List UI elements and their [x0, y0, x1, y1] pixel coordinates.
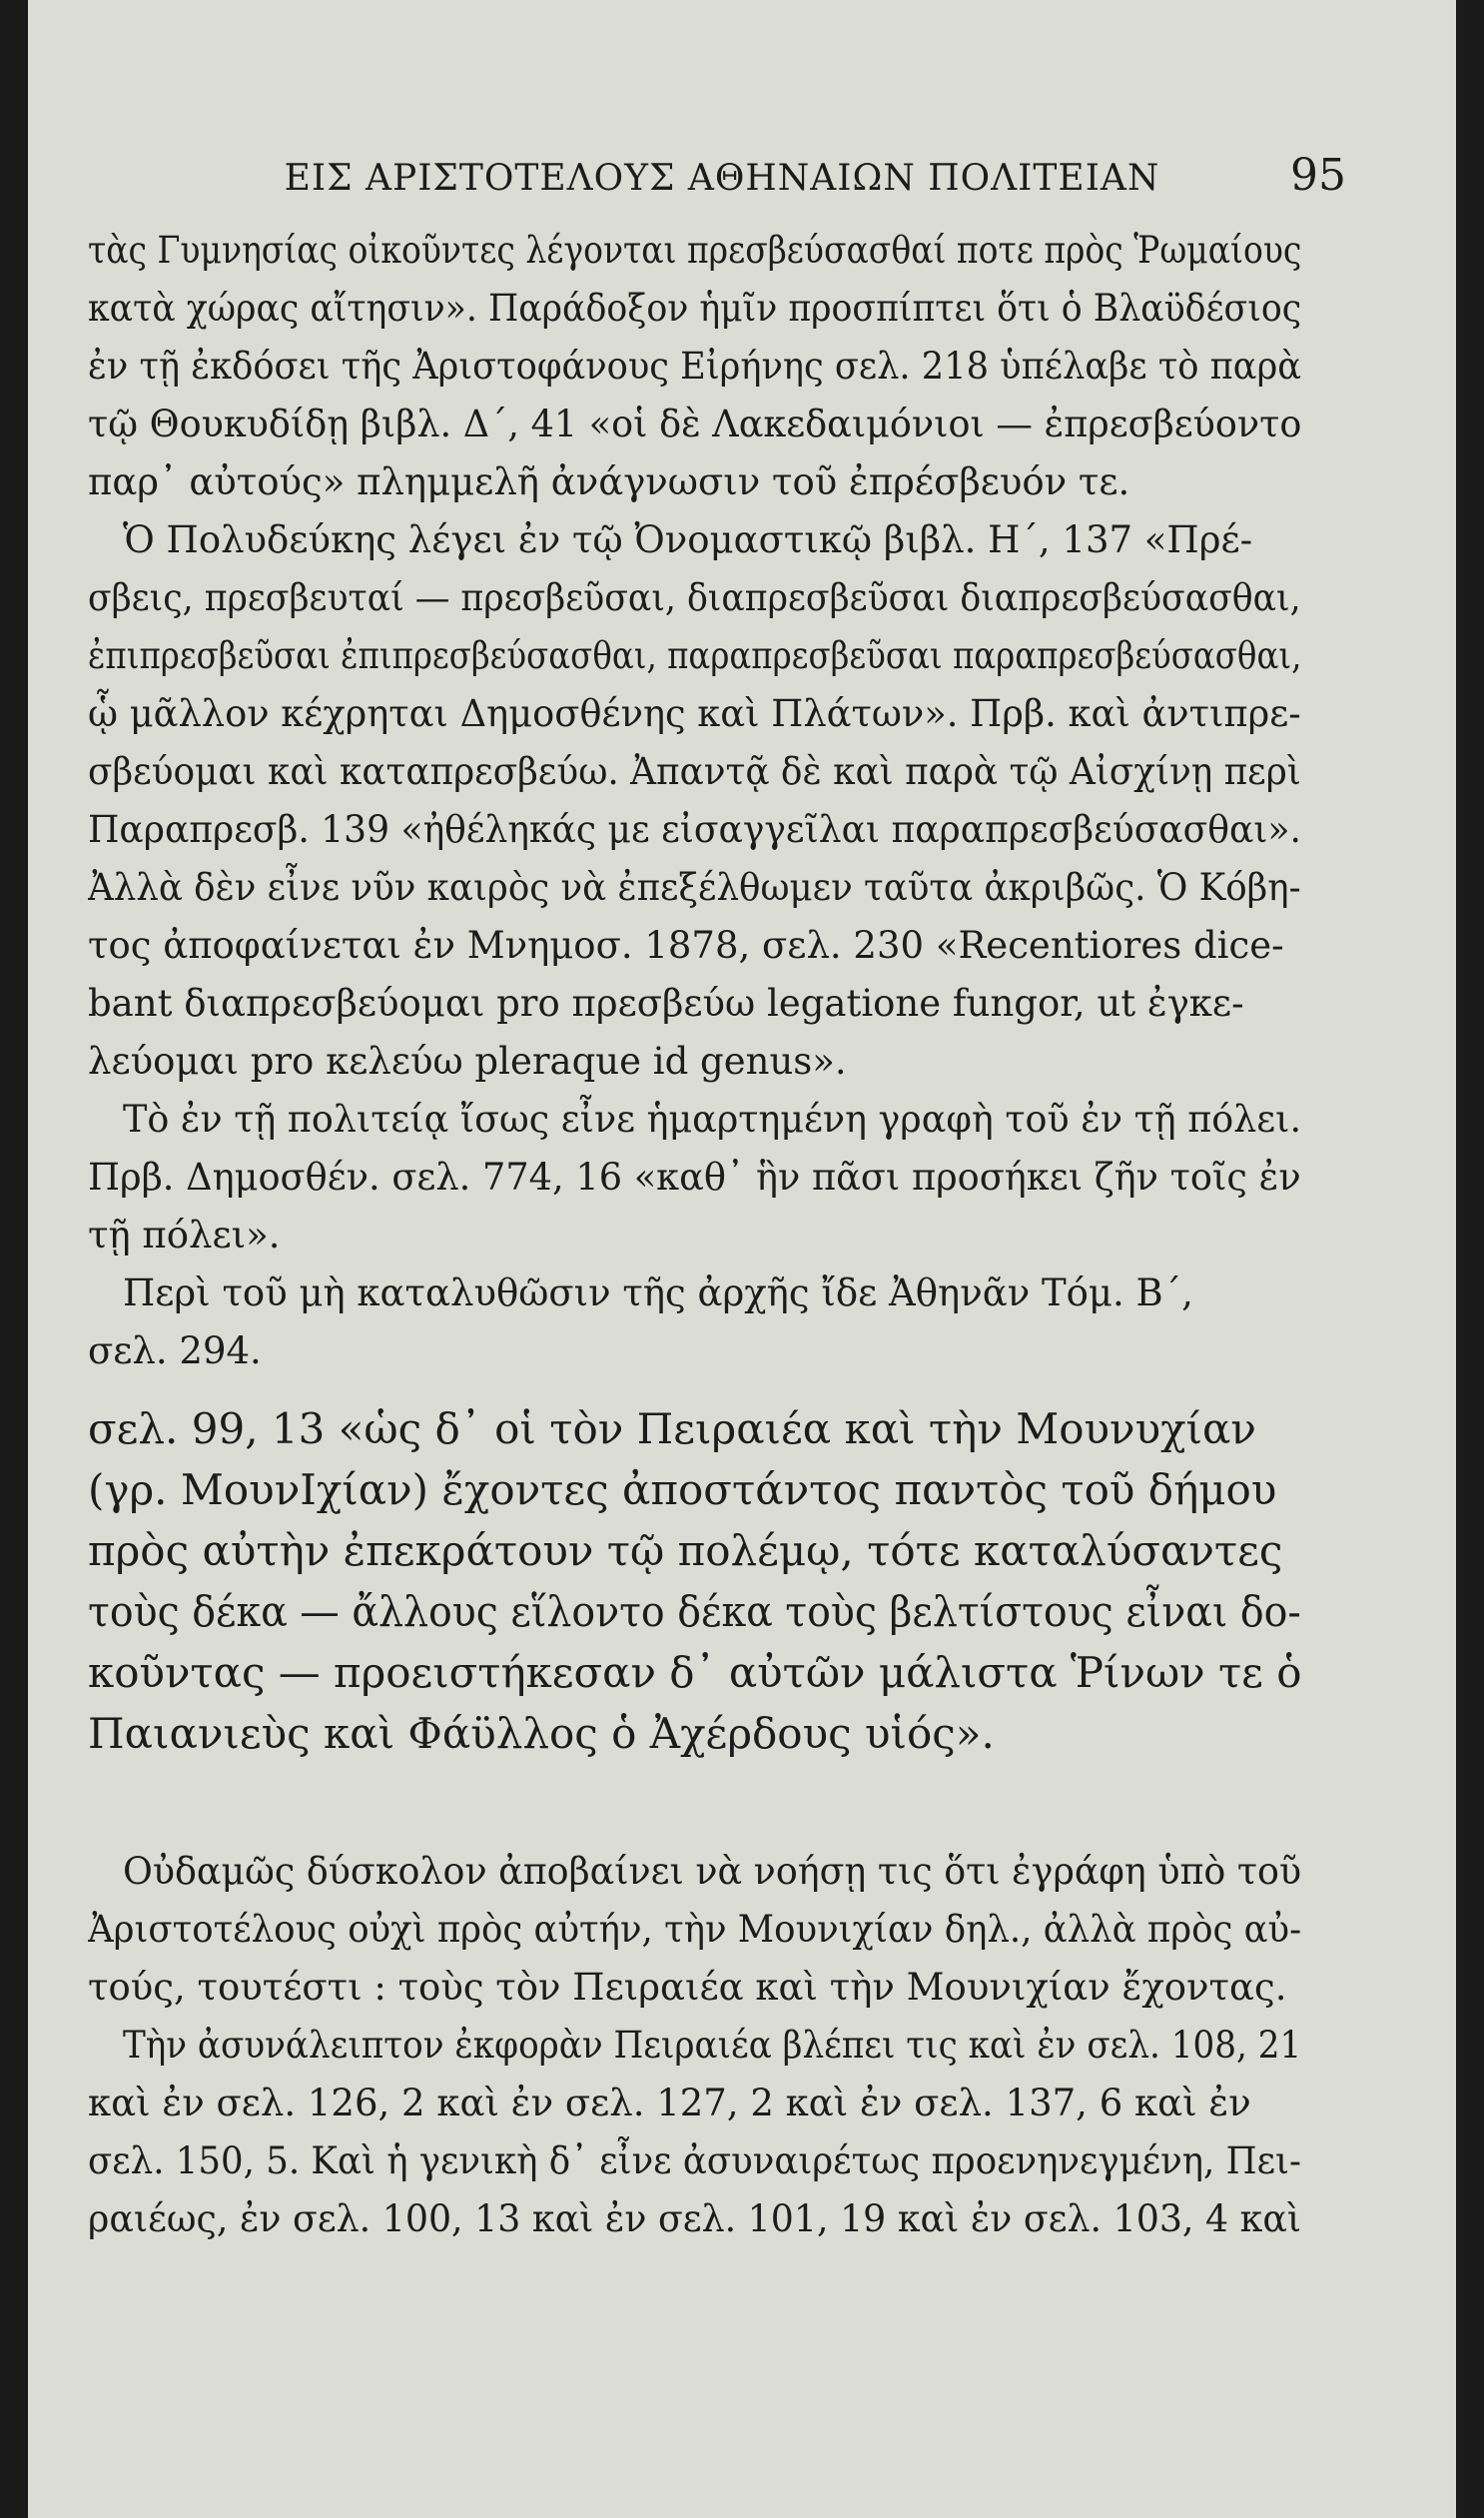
text-line: Ἀριστοτέλους οὐχὶ πρὸς αὐτήν, τὴν Μουνιχίαν δηλ., ἀλλὰ πρὸς αὐ- — [88, 1908, 1301, 1951]
text-line: Πρβ. Δημοσθέν. σελ. 774, 16 «καθ᾿ ἣν πᾶσι προσήκει ζῆν τοῖς ἐν — [88, 1156, 1301, 1199]
text-line: τῇ πόλει». — [88, 1214, 281, 1257]
text-line: λεύομαι pro κελεύω pleraque id genus». — [88, 1040, 847, 1083]
text-line: τούς, τουτέστι : τοὺς τὸν Πειραιέα καὶ τὴν Μουνιχίαν ἔχοντας. — [88, 1966, 1287, 2009]
text-line: Παραπρεσβ. 139 «ἠθέληκάς με εἰσαγγεῖλαι παραπρεσβεύσασθαι». — [88, 808, 1301, 851]
text-line: ἐπιπρεσβεῦσαι ἐπιπρεσβεύσασθαι, παραπρεσβεῦσαι παραπρεσβεύσασθαι, — [88, 634, 1301, 677]
text-line: σβεύομαι καὶ καταπρεσβεύω. Ἀπαντᾷ δὲ καὶ παρὰ τῷ Αἰσχίνῃ περὶ — [88, 750, 1301, 793]
text-line: Παιανιεὺς καὶ Φάϋλλος ὁ Ἀχέρδους υἱός». — [88, 1709, 995, 1758]
text-line: τὰς Γυμνησίας οἰκοῦντες λέγονται πρεσβεύσασθαί ποτε πρὸς Ῥωμαίους — [88, 229, 1301, 272]
text-line: σελ. 150, 5. Καὶ ἡ γενικὴ δ᾿ εἶνε ἀσυναιρέτως προενηνεγμένη, Πει- — [88, 2139, 1301, 2182]
page-header — [28, 150, 1456, 210]
text-line: κατὰ χώρας αἴτησιν». Παράδοξον ἡμῖν προσπίπτει ὅτι ὁ Βλαϋδέσιος — [88, 287, 1301, 330]
text-line: ραιέως, ἐν σελ. 100, 13 καὶ ἐν σελ. 101, 19 καὶ ἐν σελ. 103, 4 καὶ — [88, 2197, 1301, 2240]
text-line: κοῦντας — προειστήκεσαν δ᾿ αὐτῶν μάλιστα Ῥίνων τε ὁ — [88, 1648, 1301, 1697]
text-line: σελ. 294. — [88, 1329, 262, 1372]
text-line: (γρ. ΜουνΙχίαν) ἔχοντες ἀποστάντος παντὸς τοῦ δήμου — [88, 1465, 1277, 1514]
commentary-block-2 — [88, 1843, 1301, 2248]
commentary-block-1 — [88, 222, 1301, 1380]
text-line: τῷ Θουκυδίδῃ βιβλ. Δ΄, 41 «οἱ δὲ Λακεδαιμόνιοι — ἐπρεσβεύοντο — [88, 403, 1301, 445]
text-line: Οὐδαμῶς δύσκολον ἀποβαίνει νὰ νοήσῃ τις ὅτι ἐγράφη ὑπὸ τοῦ — [123, 1850, 1301, 1893]
text-line: καὶ ἐν σελ. 126, 2 καὶ ἐν σελ. 127, 2 καὶ ἐν σελ. 137, 6 καὶ ἐν — [88, 2082, 1251, 2124]
page-number: 95 — [1290, 150, 1346, 201]
running-title: ΕΙΣ ΑΡΙΣΤΟΤΕΛΟΥΣ ΑΘΗΝΑΙΩΝ ΠΟΛΙΤΕΙΑΝ — [284, 158, 1160, 199]
text-line: Περὶ τοῦ μὴ καταλυθῶσιν τῆς ἀρχῆς ἴδε Ἀθηνᾶν Τόμ. Β΄, — [123, 1271, 1193, 1314]
text-line: ᾧ μᾶλλον κέχρηται Δημοσθένης καὶ Πλάτων». Πρβ. καὶ ἀντιπρε- — [88, 692, 1301, 735]
text-line: Τὴν ἀσυνάλειπτον ἐκφορὰν Πειραιέα βλέπει τις καὶ ἐν σελ. 108, 21 — [123, 2024, 1301, 2067]
text-line: ἐν τῇ ἐκδόσει τῆς Ἀριστοφάνους Εἰρήνης σελ. 218 ὑπέλαβε τὸ παρὰ — [88, 345, 1301, 388]
text-line: Τὸ ἐν τῇ πολιτείᾳ ἴσως εἶνε ἡμαρτημένη γραφὴ τοῦ ἐν τῇ πόλει. — [123, 1098, 1301, 1141]
text-line: τοὺς δέκα — ἄλλους εἵλοντο δέκα τοὺς βελτίστους εἶναι δο- — [88, 1587, 1301, 1636]
text-line: πρὸς αὐτὴν ἐπεκράτουν τῷ πολέμῳ, τότε καταλύσαντες — [88, 1526, 1283, 1575]
text-line: παρ᾿ αὐτούς» πλημμελῆ ἀνάγνωσιν τοῦ ἐπρέσβευόν τε. — [88, 460, 1130, 503]
text-line: σελ. 99, 13 «ὡς δ᾿ οἱ τὸν Πειραιέα καὶ τὴν Μουνυχίαν — [88, 1404, 1256, 1453]
text-line: Ὁ Πολυδεύκης λέγει ἐν τῷ Ὀνομαστικῷ βιβλ. Η΄, 137 «Πρέ- — [123, 518, 1253, 561]
text-line: σβεις, πρεσβευταί — πρεσβεῦσαι, διαπρεσβεῦσαι διαπρεσβεύσασθαι, — [88, 576, 1301, 619]
text-line: Ἀλλὰ δὲν εἶνε νῦν καιρὸς νὰ ἐπεξέλθωμεν ταῦτα ἀκριβῶς. Ὁ Κόβη- — [88, 866, 1301, 909]
quotation-block — [88, 1398, 1301, 1764]
book-page — [28, 0, 1456, 2518]
text-line: bant διαπρεσβεύομαι pro πρεσβεύω legatione fungor, ut ἐγκε- — [88, 982, 1244, 1025]
text-line: τος ἀποφαίνεται ἐν Μνημοσ. 1878, σελ. 230 «Recentiores dice- — [88, 924, 1284, 967]
